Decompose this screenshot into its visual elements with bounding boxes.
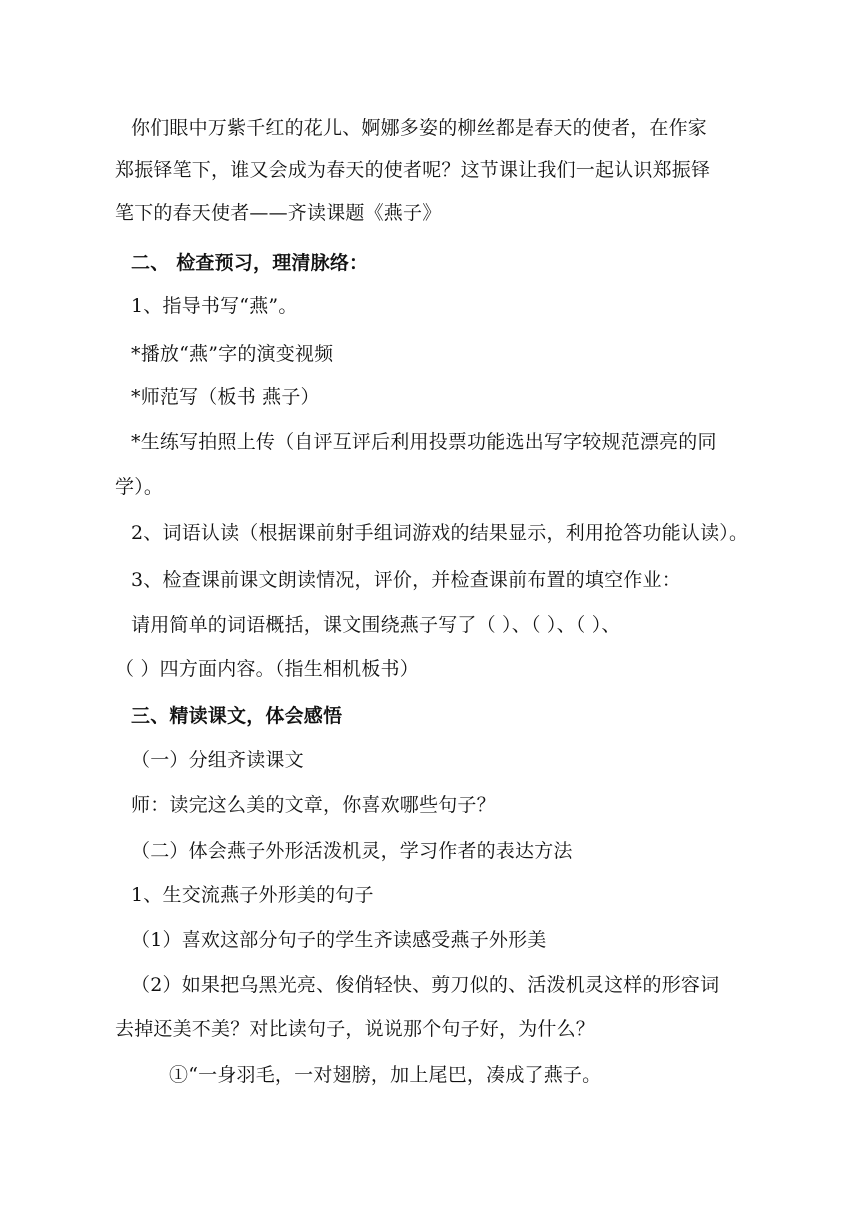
paragraph-intro-line-2: 郑振铎笔下，谁又会成为春天的使者呢？这节课让我们一起认识郑振铎 [115,159,711,181]
sub-step-2-appearance: （二）体会燕子外形活泼机灵，学习作者的表达方法 [131,840,573,862]
section-heading-3: 三、精读课文，体会感悟 [131,705,343,727]
item-2-compare-line-1: （2）如果把乌黑光亮、俊俏轻快、剪刀似的、活泼机灵这样的形容词 [131,974,720,996]
step-1-share-sentences: 1、生交流燕子外形美的句子 [131,884,374,906]
paragraph-intro-line-1: 你们眼中万紫千红的花儿、婀娜多姿的柳丝都是春天的使者，在作家 [131,117,708,139]
step-2-word-reading: 2、词语认读（根据课前射手组词游戏的结果显示，利用抢答功能认读）。 [131,522,749,544]
step-1-writing: 1、指导书写“燕”。 [131,295,298,317]
fill-blank-question-line-2: （ ）四方面内容。（指生相机板书） [115,658,419,680]
sub-step-1-group-reading: （一）分组齐读课文 [131,749,304,771]
bullet-play-video: *播放“燕”字的演变视频 [131,343,334,365]
bullet-teacher-demo: *师范写（板书 燕子） [131,386,320,408]
quoted-sentence-1: ①“一身羽毛，一对翅膀，加上尾巴，凑成了燕子。 [169,1064,602,1086]
paragraph-intro-line-3: 笔下的春天使者——齐读课题《燕子》 [115,202,442,224]
item-1-read-aloud: （1）喜欢这部分句子的学生齐读感受燕子外形美 [131,929,547,951]
section-heading-2: 二、 检查预习，理清脉络： [131,252,369,274]
bullet-student-practice-line-1: *生练写拍照上传（自评互评后利用投票功能选出写字较规范漂亮的同 [131,431,717,453]
fill-blank-question-line-1: 请用简单的词语概括，课文围绕燕子写了（ ）、（ ）、（ ）、 [131,614,621,636]
bullet-student-practice-line-2: 学）。 [115,476,164,498]
item-2-compare-line-2: 去掉还美不美？对比读句子，说说那个句子好，为什么？ [115,1018,596,1040]
step-3-check-reading: 3、检查课前课文朗读情况，评价，并检查课前布置的填空作业： [131,569,681,591]
teacher-question: 师：读完这么美的文章，你喜欢哪些句子？ [131,794,496,816]
